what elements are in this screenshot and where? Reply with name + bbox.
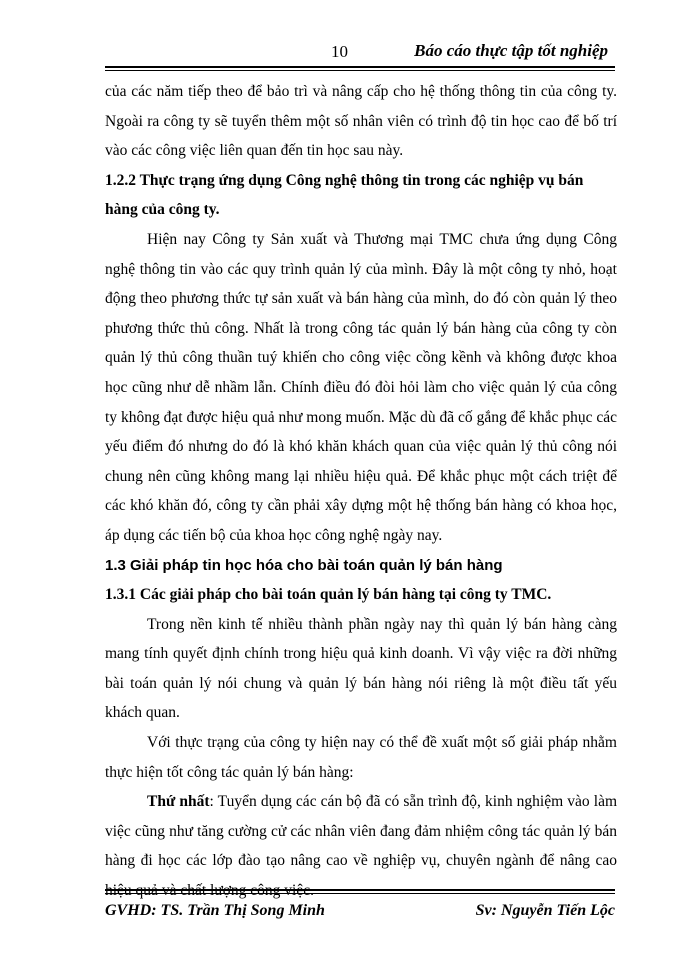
- footer-student: Sv: Nguyễn Tiến Lộc: [475, 902, 615, 919]
- footer-divider: [105, 889, 615, 891]
- first-solution-lead: Thứ nhất: [147, 793, 210, 811]
- paragraph-first-solution: [105, 787, 617, 905]
- header-title: Báo cáo thực tập tốt nghiệp: [414, 41, 608, 60]
- page-number: 10: [331, 42, 348, 61]
- paragraph-current-state: Hiện nay Công ty Sản xuất và Thương mại TMC chưa ứng dụng Công nghệ thông tin vào các quy trình quản lý của mình. Đây là một công ty nhỏ, hoạt động theo phương thức tự sản xuất và bán hàng của mình, do đó còn quản lý theo phương thức thủ công. Nhất là trong công tác quản lý bán hàng của công ty còn quản lý thủ công thuần tuý khiến cho công việc cồng kềnh và không được khoa học cũng như dễ nhầm lẫn. Chính điều đó đòi hỏi làm cho việc quản lý của công ty không đạt được hiệu quả như mong muốn. Mặc dù đã cố gắng để khắc phục các yếu điểm đó nhưng do đó là khó khăn khách quan của việc quản lý thủ công nói chung nên cũng không mang lại nhiều hiệu quả. Để khắc phục một cách triệt để các khó khăn đó, công ty cần phải xây dựng một hệ thống bán hàng có khoa học, áp dụng các tiến bộ của khoa học công nghệ ngày nay.: [105, 230, 617, 544]
- section-heading-1-3: 1.3 Giải pháp tin học hóa cho bài toán quản lý bán hàng: [105, 556, 503, 574]
- section-heading-1-3-1: 1.3.1 Các giải pháp cho bài toán quản lý bán hàng tại công ty TMC.: [105, 586, 552, 604]
- paragraph-proposal: Với thực trạng của công ty hiện nay có thể đề xuất một số giải pháp nhằm thực hiện tốt công tác quản lý bán hàng:: [105, 734, 617, 781]
- paragraph-economy: Trong nền kinh tế nhiều thành phần ngày nay thì quản lý bán hàng càng mang tính quyết định chính trong hiệu quả kinh doanh. Vì vậy việc ra đời những bài toán quản lý nói chung và quản lý bán hàng nói riêng là một điều tất yếu khách quan.: [105, 615, 617, 722]
- footer-divider-thin: [105, 893, 615, 894]
- footer-supervisor: GVHD: TS. Trần Thị Song Minh: [105, 902, 325, 919]
- header-divider: [105, 66, 615, 68]
- document-body: [105, 77, 617, 906]
- first-solution-text: : Tuyển dụng các cán bộ đã có sẵn trình độ, kinh nghiệm vào làm việc cũng như tăng cường cử các nhân viên đang đảm nhiệm công tác quản lý bán hàng đi học các lớp đào tạo nâng cao về nghiệp vụ, chuyên ngành để nâng cao: [105, 793, 618, 870]
- paragraph-intro: của các năm tiếp theo để bảo trì và nâng cấp cho hệ thống thông tin của công ty. Ngoài ra công ty sẽ tuyển thêm một số nhân viên có trình độ tin học cao để bố trí vào các công việc liên quan đến tin học sau này.: [105, 83, 617, 160]
- header-divider-thin: [105, 70, 615, 71]
- section-heading-1-2-2: 1.2.2 Thực trạng ứng dụng Công nghệ thông tin trong các nghiệp vụ bán hàng của công ty.: [105, 171, 584, 219]
